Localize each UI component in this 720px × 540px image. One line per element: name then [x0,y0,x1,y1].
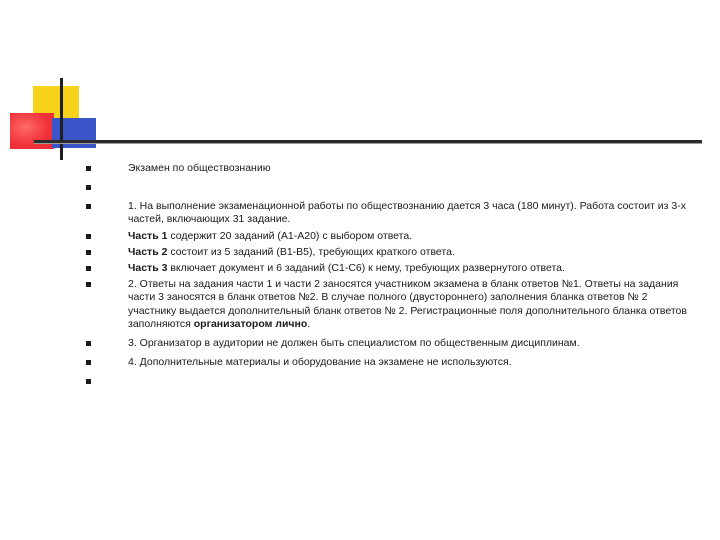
bullet-icon [86,166,91,171]
bullet-icon [86,250,91,255]
materials-text: 4. Дополнительные материалы и оборудование на экзамене не используются. [128,356,512,369]
list-item-part3 [82,262,697,275]
paragraph-duration: 1. На выполнение экзаменационной работы по обществознанию дается 3 часа (180 минут). Работа состоит из 3-х частей, включающих 31 задание. [128,200,686,226]
answer-forms-text: 2. Ответы на задания части 1 и части 2 заносятся участником экзамена в бланк ответов №1. Ответы на задания части 3 заносятся в бланк ответов №2. В случае полного (двустороннего) заполнения бланка ответов № 2 участнику выдается дополнительный бланк ответов № 2. Регистрационные поля дополнительного бланка ответов заполняются [128,278,687,330]
answer-forms-end: . [307,317,311,330]
list-item-organizer [82,337,697,350]
part2-label: Часть 2 [128,245,168,258]
ornament-vertical-line [60,78,63,160]
part2-text: состоит из 5 заданий (В1-В5), требующих краткого ответа. [167,245,455,258]
slide-body [82,162,697,388]
bullet-icon [86,360,91,365]
bullet-icon [86,341,91,346]
list-item-part1 [82,230,697,243]
list-item-empty [82,181,697,194]
bullet-icon [86,234,91,239]
part3-text: включает документ и 6 заданий (С1-С6) к нему, требующих развернутого ответа. [167,262,565,275]
organizer-text: 3. Организатор в аудитории не должен быть специалистом по общественным дисциплинам. [128,337,580,350]
answer-forms-emphasis: организатором лично [193,317,308,330]
list-item-materials [82,356,697,369]
bullet-icon [86,204,91,209]
part1-text: содержит 20 заданий (А1-А20) с выбором ответа. [167,229,413,242]
list-item-title [82,162,697,175]
part1-label: Часть 1 [128,229,168,242]
title-divider-shadow [34,143,702,144]
bullet-icon [86,282,91,287]
list-item-part2 [82,246,697,259]
list-item-empty-last [82,375,697,388]
list-item-duration [82,200,697,226]
bullet-icon [86,266,91,271]
part3-label: Часть 3 [128,262,168,275]
bullet-icon [86,379,91,384]
list-item-answer-forms [82,278,697,331]
slide-title: Экзамен по обществознанию [128,162,271,174]
bullet-icon [86,185,91,190]
